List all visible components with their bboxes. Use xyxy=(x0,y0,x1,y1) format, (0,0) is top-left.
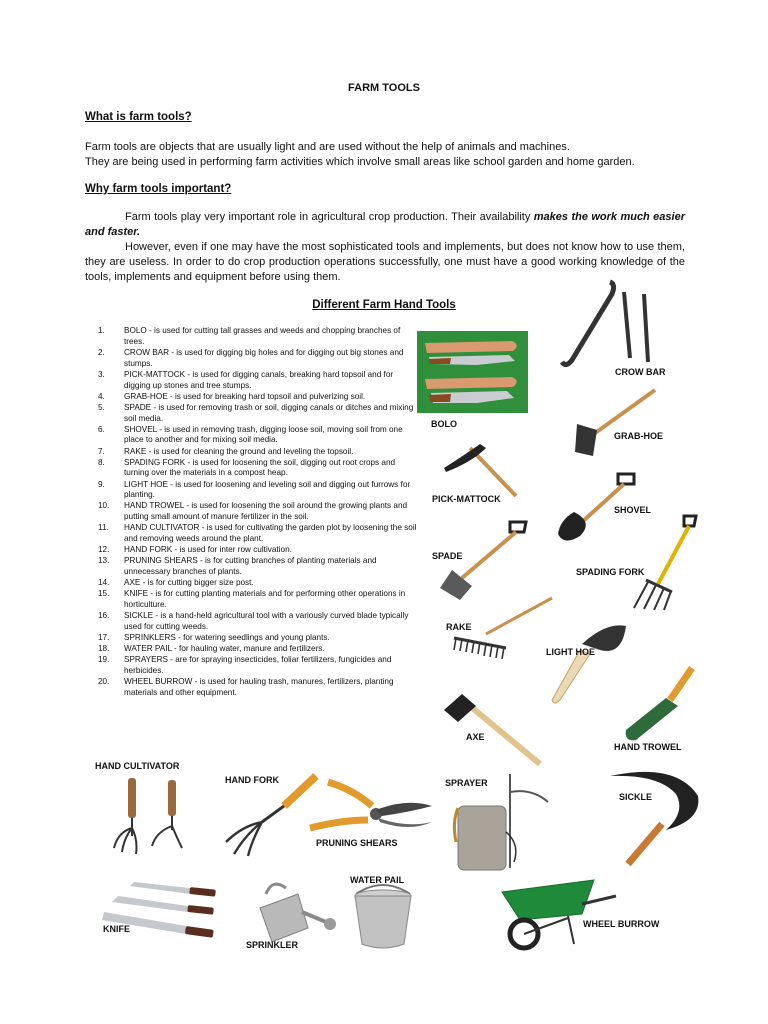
definition-paragraph xyxy=(85,140,695,170)
spading-fork-icon xyxy=(628,514,698,610)
shovel-label: SHOVEL xyxy=(614,505,652,515)
list-item-text: LIGHT HOE - is used for loosening and leveling soil and digging out furrows for planting. xyxy=(124,479,411,500)
list-item-text: PRUNING SHEARS - is for cutting branches of planting materials and unnecessary branches of plants. xyxy=(124,556,377,577)
list-item xyxy=(98,677,418,699)
list-item xyxy=(98,655,418,677)
list-item-text: RAKE - is used for cleaning the ground and leveling the topsoil. xyxy=(124,446,354,456)
list-item xyxy=(98,447,418,458)
list-item xyxy=(98,578,418,589)
heading-what-is: What is farm tools? xyxy=(85,111,192,123)
list-item xyxy=(98,633,418,644)
list-item xyxy=(98,611,418,633)
knife-label: KNIFE xyxy=(103,924,130,934)
list-item-text: HAND CULTIVATOR - is used for cultivating the garden plot by loosening the soil and removing weeds around the plant. xyxy=(124,523,417,544)
spade-label: SPADE xyxy=(432,551,463,561)
sprayer-icon xyxy=(452,772,552,874)
list-item-text: AXE - is for cutting bigger size post. xyxy=(124,578,254,588)
pick-mattock-label: PICK-MATTOCK xyxy=(432,494,501,504)
importance-line-1 xyxy=(85,210,685,240)
list-item-number: 6. xyxy=(98,424,105,434)
page-title: FARM TOOLS xyxy=(348,82,420,94)
rake-label: RAKE xyxy=(446,622,472,632)
crow-bar-icon xyxy=(560,280,660,372)
list-item xyxy=(98,523,418,545)
spading-fork-label: SPADING FORK xyxy=(576,567,645,577)
list-item-text: SICKLE - is a hand-held agricultural tool with a variously curved blade typically used for cutting weeds. xyxy=(124,611,409,631)
hand-cultivator-icon xyxy=(108,776,188,856)
list-item-text: SPRINKLERS - for watering seedlings and young plants. xyxy=(124,633,330,643)
list-item-number: 14. xyxy=(98,578,110,588)
wheel-burrow-icon xyxy=(498,874,618,952)
pick-mattock-icon xyxy=(442,440,520,500)
light-hoe-label: LIGHT HOE xyxy=(546,647,595,657)
definition-line-1: Farm tools are objects that are usually light and are used without the help of animals and machines. xyxy=(85,141,570,153)
list-item-text: HAND TROWEL - is used for loosening the soil around the growing plants and putting small amount of manure fertilizer in the soil. xyxy=(124,501,408,522)
list-item xyxy=(98,545,418,556)
list-item xyxy=(98,480,418,502)
list-item-number: 17. xyxy=(98,633,110,643)
list-item-number: 8. xyxy=(98,457,105,467)
sickle-label: SICKLE xyxy=(619,792,653,802)
list-item-number: 10. xyxy=(98,501,110,511)
list-item xyxy=(98,458,418,480)
water-pail-label: WATER PAIL xyxy=(350,875,405,885)
hand-trowel-icon xyxy=(620,664,698,742)
grab-hoe-icon xyxy=(573,386,659,458)
knife-icon xyxy=(100,880,220,946)
list-item xyxy=(98,370,418,392)
pruning-shears-icon xyxy=(306,776,436,842)
list-item-text: BOLO - is used for cutting tall grasses and weeds and chopping branches of trees. xyxy=(124,326,401,346)
axe-label: AXE xyxy=(466,732,485,742)
hand-trowel-label: HAND TROWEL xyxy=(614,742,682,752)
section-subtitle: Different Farm Hand Tools xyxy=(312,299,456,311)
list-item-text: PICK-MATTOCK - is used for digging canals, breaking hard topsoil and for digging up stones and tree stumps. xyxy=(124,369,394,390)
wheel-burrow-label: WHEEL BURROW xyxy=(583,919,660,929)
list-item-number: 13. xyxy=(98,556,110,566)
list-item xyxy=(98,501,418,523)
list-item-text: WHEEL BURROW - is used for hauling trash, manures, fertilizers, planting materials and other equipment. xyxy=(124,677,394,697)
list-item-number: 18. xyxy=(98,644,110,654)
pruning-shears-label: PRUNING SHEARS xyxy=(316,838,398,848)
importance-text: Farm tools play very important role in agricultural crop production. Their availability xyxy=(125,211,534,223)
list-item-number: 19. xyxy=(98,655,110,665)
list-item-number: 16. xyxy=(98,611,110,621)
importance-emphasis: makes the work much easier and faster. xyxy=(85,211,685,238)
bolo-label: BOLO xyxy=(431,419,457,429)
crow-bar-label: CROW BAR xyxy=(615,367,666,377)
list-item xyxy=(98,326,418,348)
list-item-text: CROW BAR - is used for digging big holes and for digging out big stones and stumps. xyxy=(124,347,404,368)
list-item xyxy=(98,589,418,611)
list-item-number: 3. xyxy=(98,369,105,379)
list-item-number: 12. xyxy=(98,545,110,555)
list-item-text: SPADE - is used for removing trash or soil, digging canals or ditches and mixing soil media. xyxy=(124,402,414,423)
list-item-text: SPRAYERS - are for spraying insecticides, foliar fertilizers, fungicides and herbicides. xyxy=(124,655,392,676)
list-item-number: 2. xyxy=(98,347,105,357)
list-item-number: 9. xyxy=(98,479,105,489)
list-item-text: HAND FORK - is used for inter row cultivation. xyxy=(124,545,292,555)
list-item xyxy=(98,644,418,655)
list-item-number: 11. xyxy=(98,523,109,533)
sprinkler-label: SPRINKLER xyxy=(246,940,299,950)
tools-list xyxy=(98,326,418,699)
list-item xyxy=(98,425,418,447)
list-item-text: WATER PAIL - for hauling water, manure and fertilizers. xyxy=(124,644,325,654)
hand-fork-label: HAND FORK xyxy=(225,775,279,785)
sickle-icon xyxy=(606,768,706,870)
list-item-number: 5. xyxy=(98,402,105,412)
sprinkler-icon xyxy=(252,876,338,946)
spade-icon xyxy=(436,520,528,602)
list-item xyxy=(98,348,418,370)
hand-cultivator-label: HAND CULTIVATOR xyxy=(95,761,180,771)
sprayer-label: SPRAYER xyxy=(445,778,488,788)
list-item-number: 4. xyxy=(98,391,105,401)
importance-paragraph xyxy=(85,210,685,285)
list-item xyxy=(98,403,418,425)
bolo-icon xyxy=(417,331,528,413)
definition-line-2: They are being used in performing farm activities which involve small areas like school garden and home garden. xyxy=(85,156,635,168)
list-item xyxy=(98,556,418,578)
list-item-number: 20. xyxy=(98,677,110,687)
list-item-text: SPADING FORK - is used for loosening the soil, digging out root crops and turning over the materials in a compost heap. xyxy=(124,457,396,478)
importance-line-2: However, even if one may have the most sophisticated tools and implements, but does not know how to use them, they are useless. In order to do crop production operations successfully, one must have a good working knowledge of the tools, implements and equipment before using them. xyxy=(85,241,685,283)
water-pail-icon xyxy=(350,884,416,950)
list-item-text: GRAB-HOE - is used for breaking hard topsoil and pulverizing soil. xyxy=(124,391,366,401)
list-item-number: 7. xyxy=(98,446,105,456)
list-item-number: 15. xyxy=(98,589,110,599)
axe-icon xyxy=(440,688,544,768)
list-item-number: 1. xyxy=(98,326,105,335)
heading-why-important: Why farm tools important? xyxy=(85,183,232,195)
list-item-text: KNIFE - is for cutting planting materials and for performing other operations in horticulture. xyxy=(124,589,406,610)
list-item-text: SHOVEL - is used in removing trash, digging loose soil, moving soil from one place to another and for mixing soil media. xyxy=(124,424,403,445)
grab-hoe-label: GRAB-HOE xyxy=(614,431,663,441)
list-item xyxy=(98,392,418,403)
